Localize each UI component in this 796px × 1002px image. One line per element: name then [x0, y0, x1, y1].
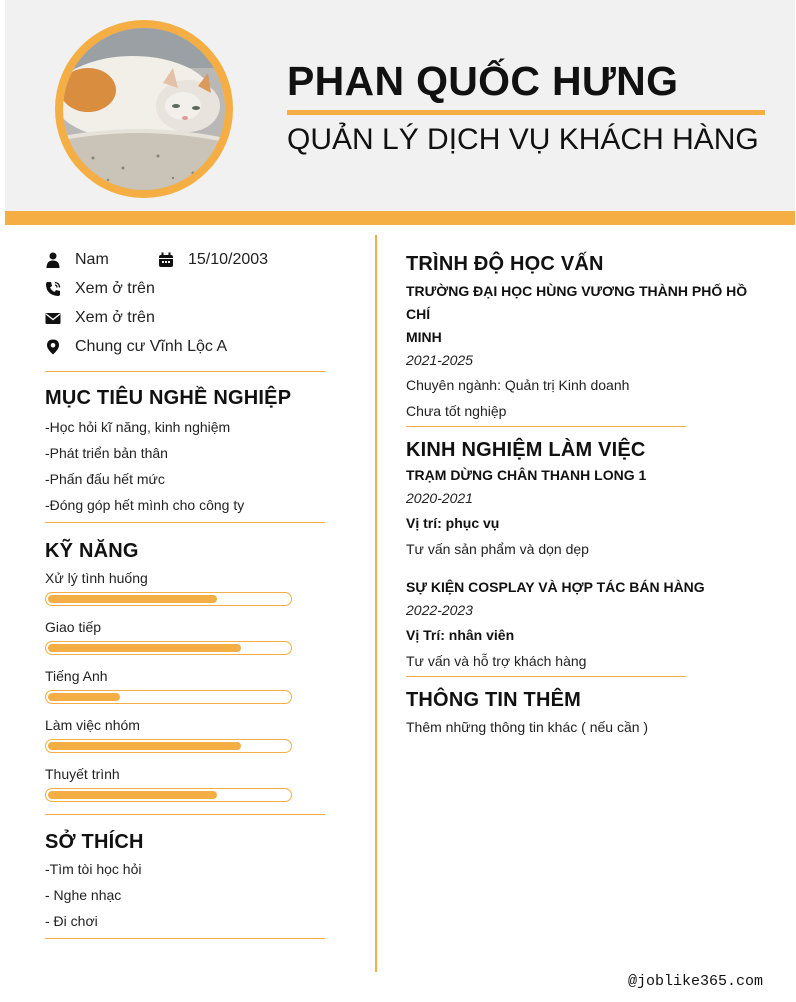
section-divider — [45, 814, 325, 815]
email-row — [45, 303, 325, 332]
skill-item — [45, 569, 325, 606]
objective-item: -Phát triển bản thân — [45, 445, 168, 461]
job-years: 2020-2021 — [406, 490, 473, 506]
skill-bar — [45, 641, 292, 655]
job-description: Tư vấn sản phẩm và dọn dẹp — [406, 541, 589, 557]
skill-label: Giao tiếp — [45, 619, 102, 635]
right-column — [406, 253, 766, 740]
objective-item: -Đóng góp hết mình cho công ty — [45, 497, 245, 513]
skill-bar-fill — [48, 644, 241, 652]
section-divider — [45, 938, 325, 939]
extra-info-title: THÔNG TIN THÊM — [406, 689, 582, 711]
job-company: SỰ KIỆN COSPLAY VÀ HỢP TÁC BÁN HÀNG — [406, 579, 705, 595]
skill-label: Làm việc nhóm — [45, 717, 140, 733]
skill-bar — [45, 592, 292, 606]
skill-bar-fill — [48, 791, 217, 799]
hobby-item: - Nghe nhạc — [45, 887, 122, 903]
objective-item: -Học hỏi kĩ năng, kinh nghiệm — [45, 419, 231, 435]
skill-item — [45, 667, 325, 704]
section-divider — [45, 371, 325, 372]
job-item — [406, 576, 766, 674]
education-title: TRÌNH ĐỘ HỌC VẤN — [406, 253, 604, 275]
experience-title: KINH NGHIỆM LÀM VIỆC — [406, 439, 646, 461]
header-accent-bar — [5, 211, 795, 225]
job-item — [406, 464, 766, 562]
skill-label: Xử lý tình huống — [45, 570, 148, 586]
objective-item: -Phấn đấu hết mức — [45, 471, 165, 487]
skill-label: Tiếng Anh — [45, 668, 108, 684]
section-divider — [406, 426, 686, 427]
skill-label: Thuyết trình — [45, 766, 120, 782]
email-text: Xem ở trên — [75, 308, 155, 326]
hobby-item: -Tìm tòi học hỏi — [45, 861, 142, 877]
watermark: @joblike365.com — [627, 973, 763, 990]
phone-row — [45, 274, 325, 303]
skill-bar — [45, 788, 292, 802]
dob-group — [158, 245, 268, 274]
phone-icon — [45, 279, 75, 299]
address-text: Chung cư Vĩnh Lộc A — [75, 337, 228, 355]
skill-item — [45, 716, 325, 753]
phone-text: Xem ở trên — [75, 279, 155, 297]
candidate-role: QUẢN LÝ DỊCH VỤ KHÁCH HÀNG — [287, 123, 759, 156]
skill-item — [45, 618, 325, 655]
gender-text: Nam — [75, 250, 109, 268]
left-column — [45, 245, 325, 939]
column-divider — [375, 235, 377, 972]
education-block — [406, 280, 766, 424]
hobbies-title: SỞ THÍCH — [45, 831, 144, 853]
skill-bar — [45, 739, 292, 753]
job-years: 2022-2023 — [406, 602, 473, 618]
skill-bar-fill — [48, 595, 217, 603]
job-position: Vị trí: phục vụ — [406, 515, 500, 531]
calendar-icon — [158, 250, 188, 270]
school-name-line2: MINH — [406, 329, 442, 345]
envelope-icon — [45, 308, 75, 328]
extra-info-text: Thêm những thông tin khác ( nếu cần ) — [406, 719, 649, 735]
candidate-name: PHAN QUỐC HƯNG — [287, 58, 679, 104]
address-row — [45, 332, 325, 361]
avatar — [55, 20, 233, 198]
name-underline — [287, 110, 765, 115]
job-position: Vị Trí: nhân viên — [406, 627, 515, 643]
location-pin-icon — [45, 337, 75, 357]
dob-text: 15/10/2003 — [188, 250, 269, 268]
skill-bar-fill — [48, 742, 241, 750]
avatar-photo — [63, 28, 225, 190]
skill-bar-fill — [48, 693, 120, 701]
education-years: 2021-2025 — [406, 352, 473, 368]
objective-list — [45, 414, 325, 518]
skills-title: KỸ NĂNG — [45, 540, 139, 562]
section-divider — [45, 522, 325, 523]
skill-item — [45, 765, 325, 802]
education-major: Chuyên ngành: Quản trị Kinh doanh — [406, 377, 630, 393]
job-company: TRẠM DỪNG CHÂN THANH LONG 1 — [406, 467, 647, 483]
school-name-line1: TRƯỜNG ĐẠI HỌC HÙNG VƯƠNG THÀNH PHỐ HỒ CHÍ — [406, 283, 748, 322]
section-divider — [406, 676, 686, 677]
skills-list — [45, 569, 325, 802]
job-description: Tư vấn và hỗ trợ khách hàng — [406, 653, 587, 669]
skill-bar — [45, 690, 292, 704]
person-icon — [45, 250, 75, 270]
hobbies-list — [45, 856, 325, 934]
education-status: Chưa tốt nghiệp — [406, 403, 507, 419]
hobby-item: - Đi chơi — [45, 913, 98, 929]
gender-row — [45, 245, 325, 274]
objective-title: MỤC TIÊU NGHỀ NGHIỆP — [45, 387, 292, 409]
